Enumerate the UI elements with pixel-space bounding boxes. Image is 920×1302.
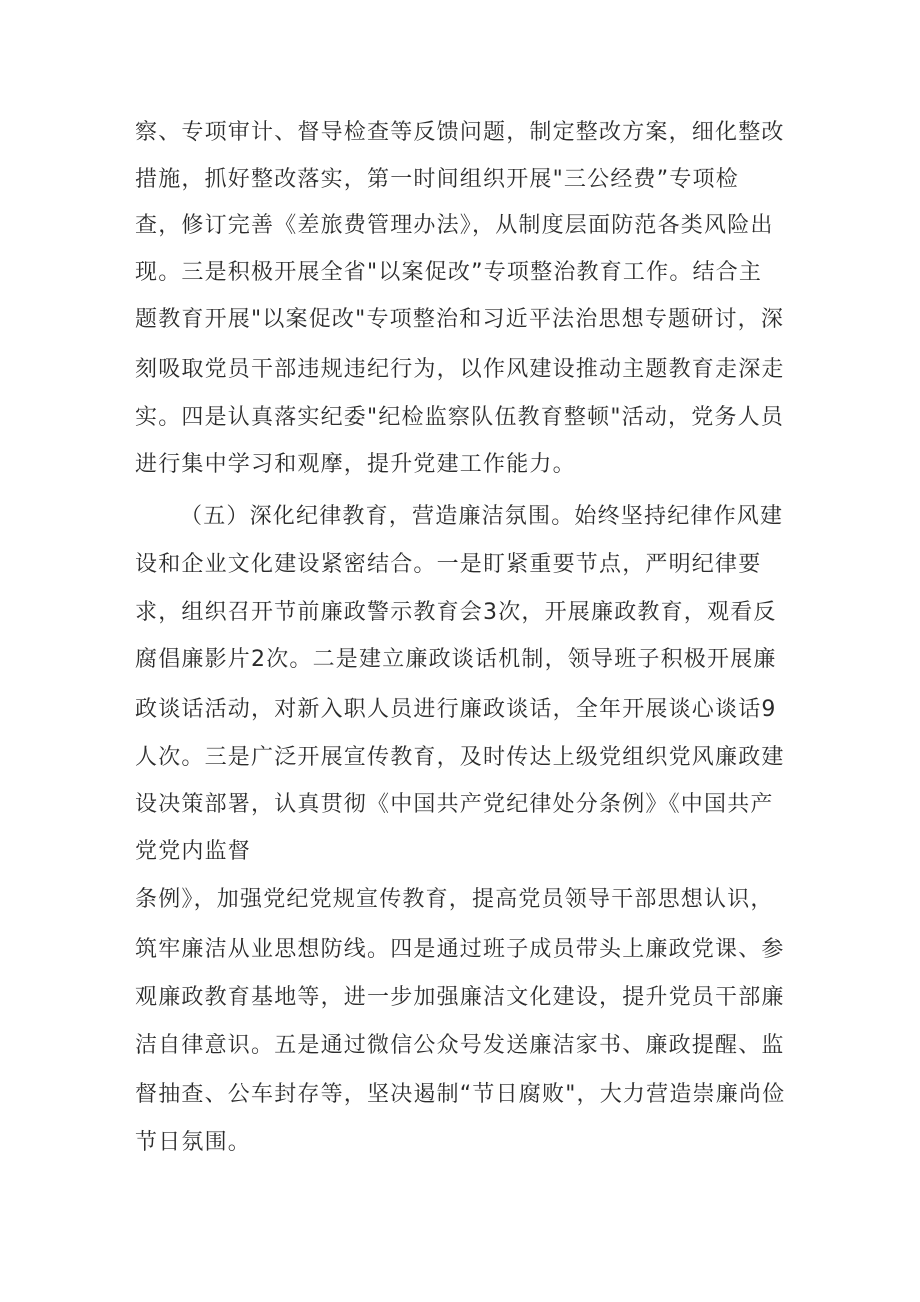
paragraph-line: 条例》，加强党纪党规宣传教育，提高党员领导干部思想认识， [135,887,774,912]
paragraph-line: 求，组织召开节前廉政警示教育会3次，开展廉政教育，观看反 [135,600,777,625]
paragraph-line: 人次。三是广泛开展宣传教育，及时传达上级党组织党风廉政建 [135,745,785,770]
paragraph-line: 措施，抓好整改落实，第一时间组织开展"三公经费”专项检 [135,167,739,192]
paragraph-line: 党党内监督 [135,839,252,864]
paragraph-line: 现。三是积极开展全省"以案促改”专项整治教育工作。结合主 [135,260,763,285]
paragraph-line: 察、专项审计、督导检查等反馈问题，制定整改方案，细化整改 [135,120,785,145]
paragraph-line: 题教育开展"以案促改"专项整治和习近平法治思想专题研讨，深 [135,307,785,332]
paragraph-line: 督抽查、公车封存等，坚决遏制“节日腐败"，大力营造崇廉尚俭 [135,1082,786,1107]
paragraph-line: 进行集中学习和观摩，提升党建工作能力。 [135,452,576,477]
paragraph-line: 节日氛围。 [135,1130,252,1155]
paragraph-line: 腐倡廉影片2次。二是建立廉政谈话机制，领导班子积极开展廉 [135,647,777,672]
paragraph-line: 观廉政教育基地等，进一步加强廉洁文化建设，提升党员干部廉 [135,985,785,1010]
paragraph-line: 筑牢廉洁从业思想防线。四是通过班子成员带头上廉政党课、参 [135,937,785,962]
paragraph-line: 设决策部署，认真贯彻《中国共产党纪律处分条例》《中国共产 [135,792,774,817]
paragraph-line: 洁自律意识。五是通过微信公众号发送廉洁家书、廉政提醒、监 [135,1033,785,1058]
paragraph-line: 设和企业文化建设紧密结合。一是盯紧重要节点，严明纪律要 [135,552,762,577]
paragraph-line: 政谈话活动，对新入职人员进行廉政谈话，全年开展谈心谈话9 [135,697,777,722]
paragraph-line: 实。四是认真落实纪委"纪检监察队伍教育整顿"活动，党务人员 [135,405,785,430]
section-heading-line: （五）深化纪律教育，营造廉洁氛围。始终坚持纪律作风建 [180,504,784,529]
paragraph-line: 查，修订完善《差旅费管理办法》，从制度层面防范各类风险出 [135,213,774,238]
paragraph-line: 刻吸取党员干部违规违纪行为，以作风建设推动主题教育走深走 [135,357,785,382]
